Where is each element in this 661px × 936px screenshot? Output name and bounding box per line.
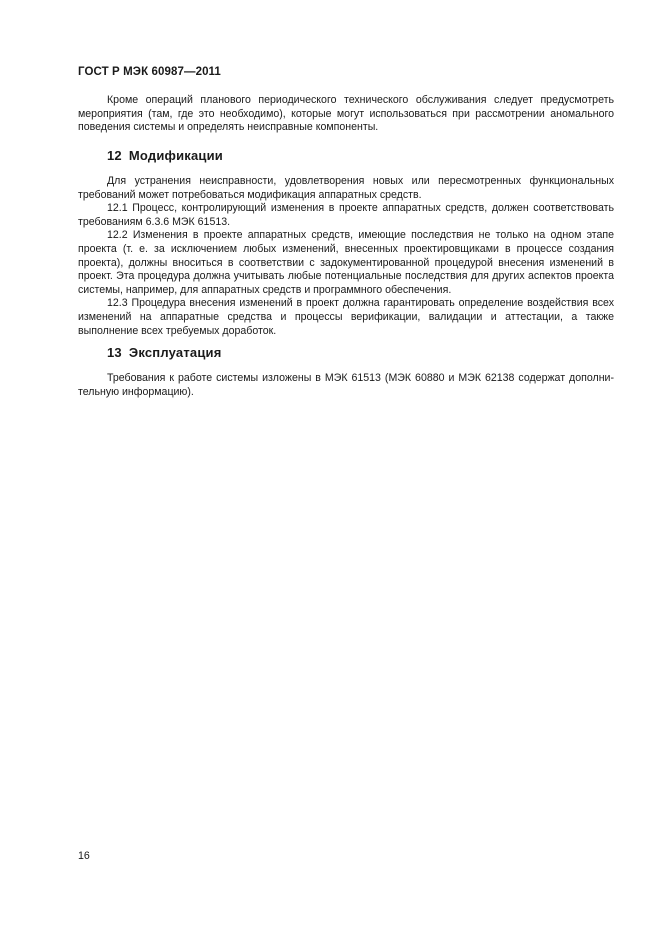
intro-block bbox=[78, 94, 614, 135]
intro-paragraph: Кроме операций планового периодического технического обслуживания следует предусмотреть мероприятия (там, где это необходимо), которые могут использоваться при рассмотрении аномального поведения системы и определять неисправные компоненты. bbox=[78, 94, 614, 134]
clause-12-3: 12.3 Процедура внесения изменений в проект должна гарантировать определение воздействия всех изменений на аппаратные средства и процессы верификации, валидации и аттестации, а также выполнение всех требуемых доработок. bbox=[78, 297, 614, 337]
clause-12-1: 12.1 Процесс, контролирующий изменения в проекте аппаратных средств, должен соответствовать требованиям 6.3.6 МЭК 61513. bbox=[78, 202, 614, 228]
section-12-title: Модификации bbox=[128, 148, 223, 163]
section-13-paragraph: Требования к работе системы изложены в МЭК 61513 (МЭК 60880 и МЭК 62138 содержат дополнительную информацию). bbox=[78, 372, 614, 398]
clause-12-2: 12.2 Изменения в проекте аппаратных средств, имеющие последствия не только на одном этапе проекта (т. е. за исключением любых изменений, внесенных проектировщиками в процессе создания проекта), должны вноситься в соответствии с задокументированной процедурой внесения изменений в проект. Эта процедура должна учитывать любые потенциальные последствия для других аспектов проекта системы, например, для аппаратных средств и программного обеспечения. bbox=[78, 229, 614, 296]
page-number: 16 bbox=[78, 850, 90, 862]
section-12-body bbox=[78, 175, 614, 338]
section-12-paragraph: Для устранения неисправности, удовлетворения новых или пересмотренных функциональных требований может потребоваться модификация аппаратных средств. bbox=[78, 175, 614, 201]
document-header: ГОСТ Р МЭК 60987—2011 bbox=[78, 66, 221, 78]
section-13-title: Эксплуатация bbox=[128, 345, 222, 360]
section-13-body bbox=[78, 372, 614, 399]
section-12-number: 12 bbox=[107, 148, 122, 163]
section-13-number: 13 bbox=[107, 345, 122, 360]
section-12-heading bbox=[78, 148, 223, 163]
section-13-heading bbox=[78, 345, 221, 360]
